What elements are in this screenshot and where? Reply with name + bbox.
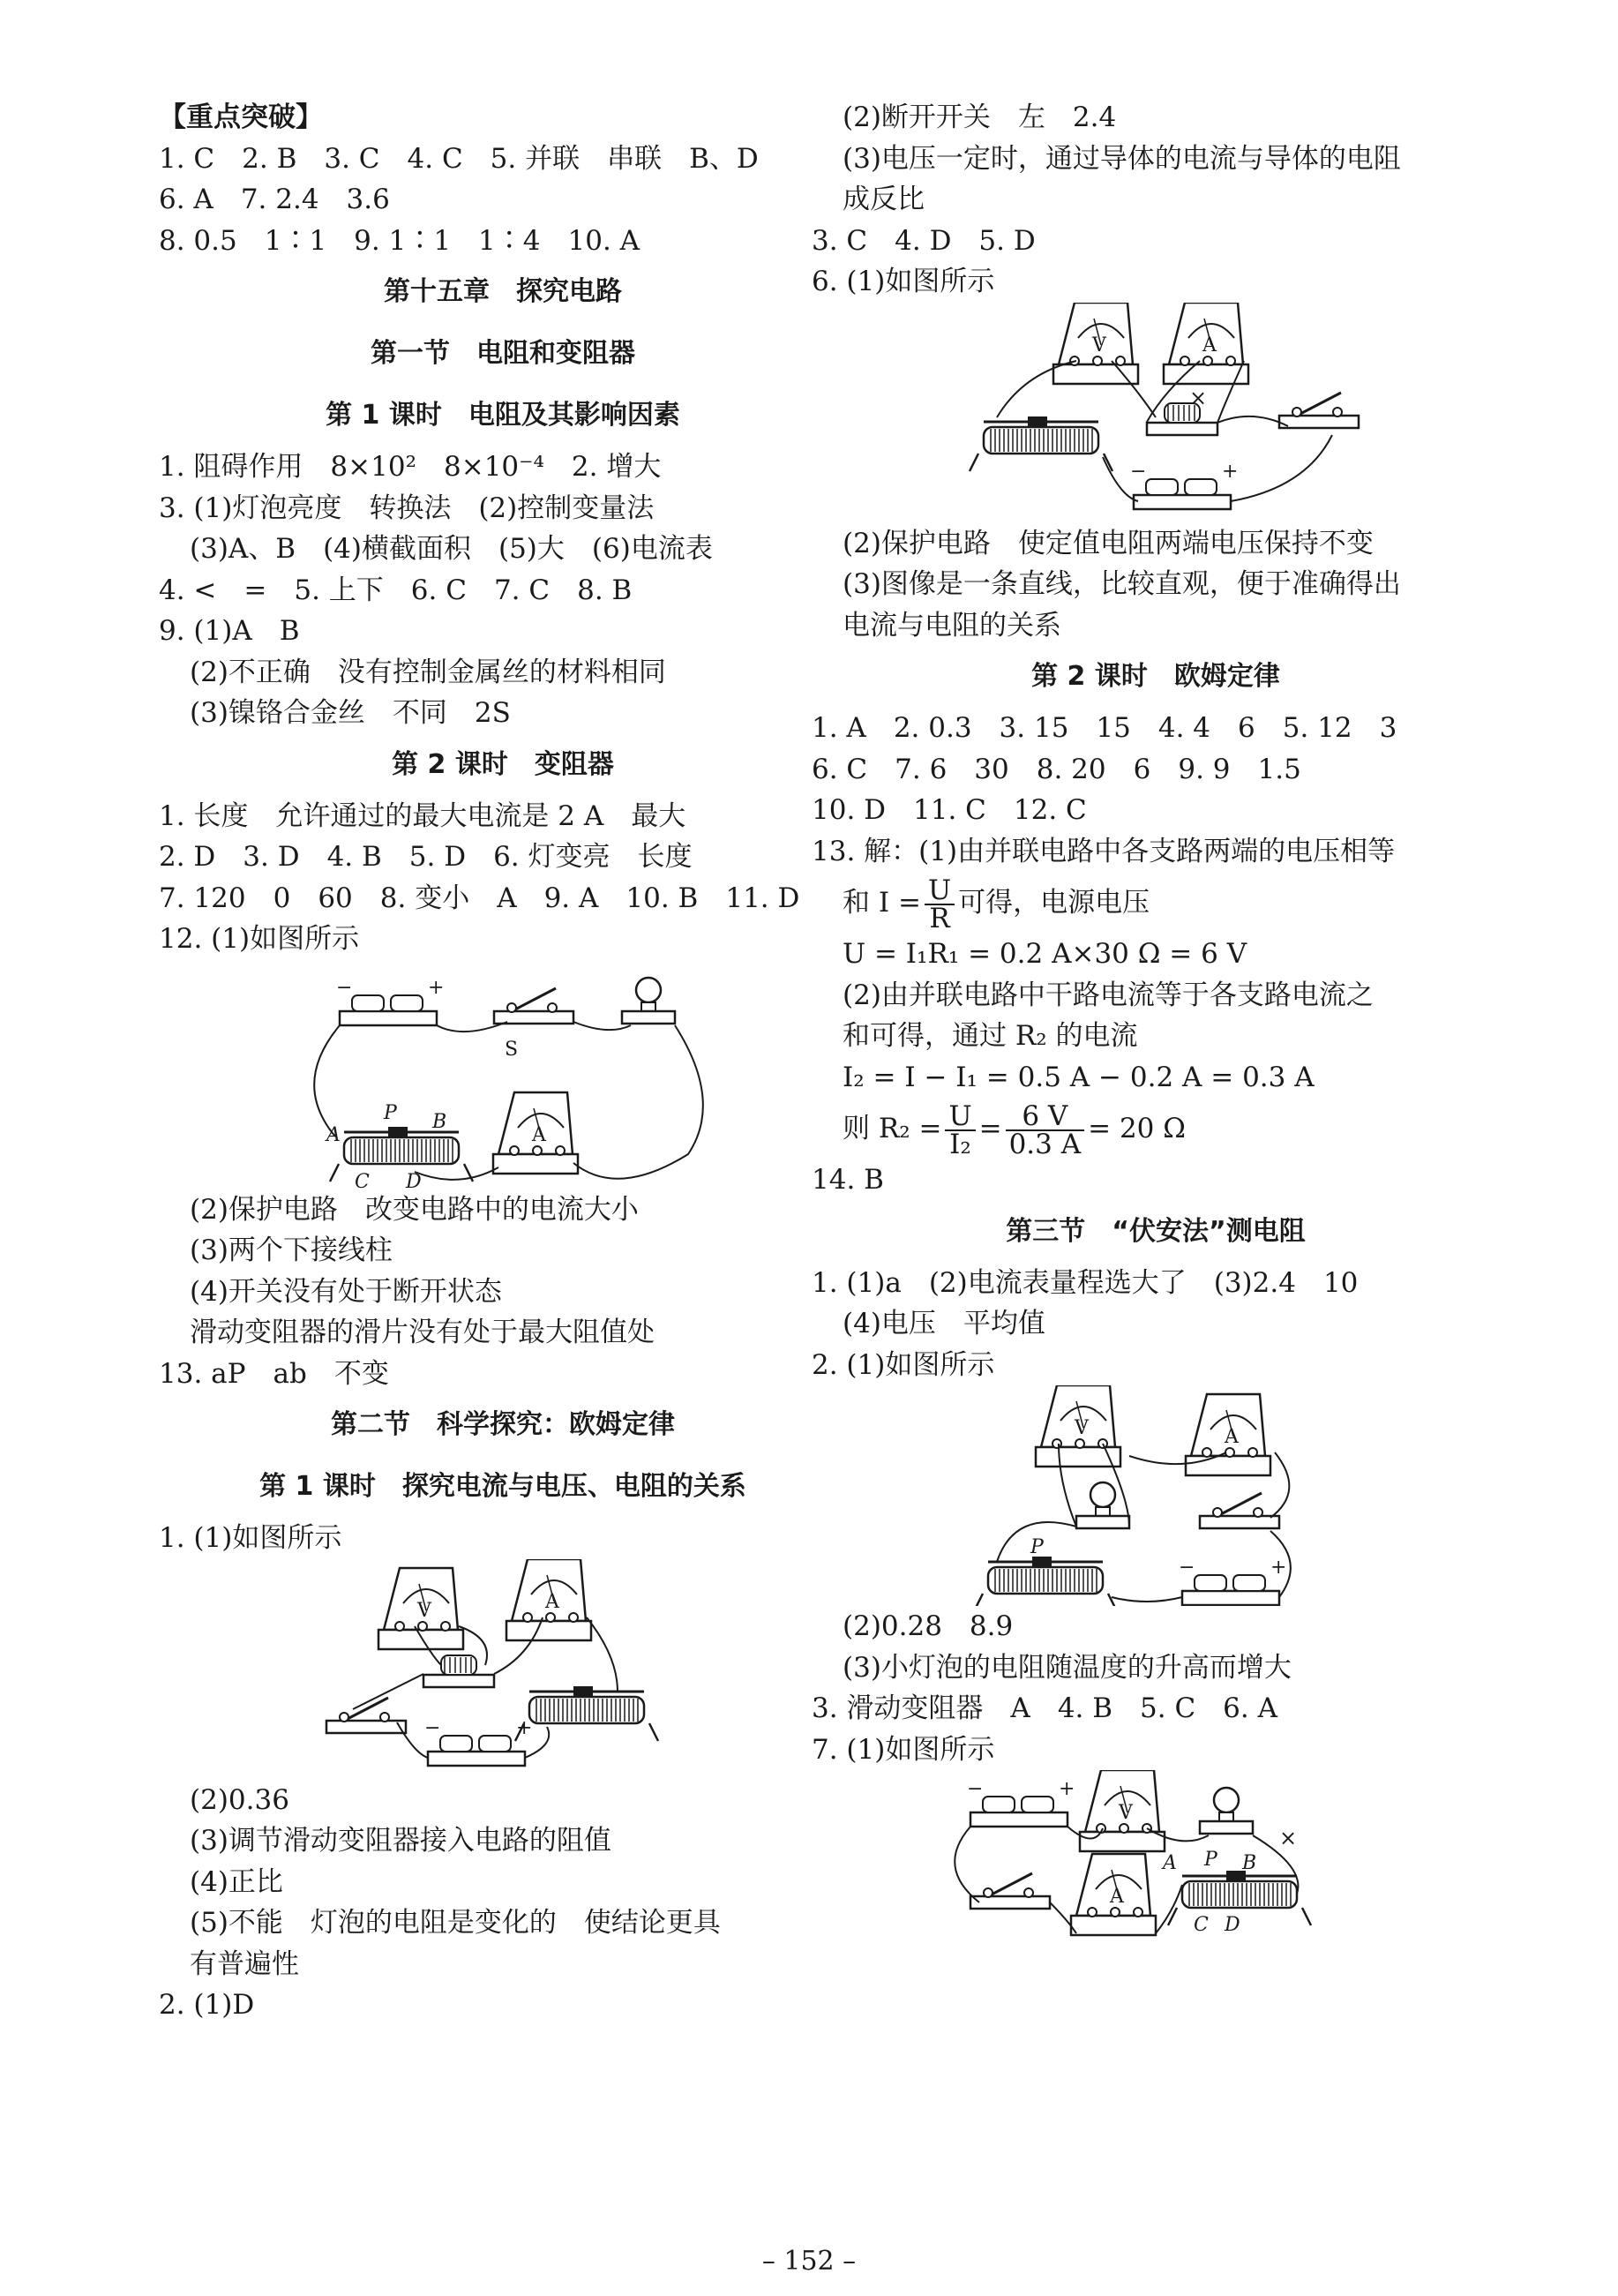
answer-line: 9. (1)A B [159,615,300,647]
answer-line: 1. C 2. B 3. C 4. C 5. 并联 串联 B、D [159,142,759,175]
battery-minus-sign: − [424,1716,441,1739]
battery-minus-sign: − [336,976,353,999]
answer-line: (2)保护电路 使定值电阻两端电压保持不变 [843,527,1374,559]
numerator: U [945,1103,975,1131]
meter-letter: A [532,1123,546,1146]
answer-line: (3)图像是一条直线，比较直观，便于准确得出 [843,568,1401,600]
switch [1279,393,1359,428]
answer-line: 1. (1)如图所示 [159,1522,342,1554]
answer-line: 成反比 [843,184,925,215]
answer-line: 12. (1)如图所示 [159,923,360,955]
answer-line: (2)不正确 没有控制金属丝的材料相同 [190,656,666,688]
circuit-diagram [159,1559,847,1780]
wire [1231,435,1332,501]
answer-line: (2)断开开关 左 2.4 [843,101,1117,133]
meter-letter: V [1119,1802,1133,1824]
answer-line: (2)0.28 8.9 [843,1610,1014,1642]
battery [336,977,444,1025]
page-number: – 152 – [761,2246,857,2277]
circuit-figure [812,303,1500,523]
answer-line: 3. C 4. D 5. D [812,224,1036,257]
wire [353,1674,423,1709]
rheostat-label-c: C [1194,1914,1209,1936]
light-bulb [622,978,675,1024]
formula-line [812,1098,1500,1159]
numerator: 6 V [1006,1103,1085,1131]
answer-line: 滑动变阻器的滑片没有处于最大阻值处 [190,1317,655,1348]
formula-text: = 20 Ω [1088,1113,1186,1144]
denominator: I₂ [949,1128,971,1160]
wire [573,1025,703,1179]
section-title: 第一节 电阻和变阻器 [371,338,635,369]
battery-plus-sign: + [1222,460,1239,483]
answer-line: (3)两个下接线柱 [190,1234,393,1266]
circuit-figure [812,1770,1500,1938]
answer-line: 1. 阻碍作用 8×10² 8×10⁻⁴ 2. 增大 [159,451,662,483]
rheostat-label-b: B [1242,1852,1257,1874]
lesson-title: 第 2 课时 欧姆定律 [1031,661,1280,692]
rheostat [515,1686,658,1741]
circuit-figure [159,1559,847,1780]
numerator: U [925,877,955,905]
answer-line: U = I₁R₁ = 0.2 A×30 Ω = 6 V [843,938,1247,970]
fraction [945,1099,975,1160]
rheostat-label-p: P [1204,1849,1217,1871]
answer-line: (4)开关没有处于断开状态 [190,1275,502,1308]
rheostat [330,1127,473,1182]
circuit-diagram [159,960,847,1189]
answer-line: (2)保护电路 改变电路中的电流大小 [190,1193,639,1226]
ammeter [1071,1854,1156,1935]
rheostat [974,1557,1117,1606]
wire [415,1167,498,1180]
left-column [159,97,847,2026]
answer-line: I₂ = I − I₁ = 0.5 A − 0.2 A = 0.3 A [843,1061,1315,1093]
battery [967,1778,1075,1827]
answer-line: 10. D 11. C 12. C [812,794,1087,826]
rheostat-label-b: B [432,1110,447,1133]
circuit-diagram [812,1385,1500,1606]
section-title: 第三节 “伏安法”测电阻 [1006,1215,1306,1247]
wire [1217,416,1288,425]
answer-line: (3)A、B (4)横截面积 (5)大 (6)电流表 [190,533,713,565]
rheostat-label-a: A [326,1123,341,1146]
ammeter [493,1092,578,1174]
rheostat [970,416,1112,471]
answer-line: 1. (1)a (2)电流表量程选大了 (3)2.4 10 [812,1266,1359,1299]
meter-letter: V [1092,334,1106,356]
battery-plus-sign: + [428,976,445,999]
answer-line: (3)调节滑动变阻器接入电路的阻值 [190,1825,611,1857]
switch [970,1873,1050,1909]
wire [955,1827,979,1902]
formula-text: 可得，电源电压 [958,887,1150,919]
lesson-title: 第 1 课时 探究电流与电压、电阻的关系 [259,1471,746,1502]
answer-line: 7. (1)如图所示 [812,1733,995,1766]
wire [1112,1597,1182,1602]
formula-text: 则 R₂ = [843,1113,942,1144]
lesson-title: 第 2 课时 变阻器 [392,748,614,780]
cross-mark: × [1189,385,1208,410]
answer-line: 8. 0.5 1∶1 9. 1∶1 1∶4 10. A [159,224,640,257]
wire [1270,1452,1289,1518]
answer-line: 3. 滑动变阻器 A 4. B 5. C 6. A [812,1692,1277,1724]
rheostat-label-a: A [1163,1852,1177,1874]
switch [494,988,573,1024]
battery [1130,461,1238,509]
battery-minus-sign: − [1130,460,1147,483]
wire [1156,1885,1182,1933]
rheostat-label-p: P [1030,1536,1044,1558]
rheostat-label-c: C [355,1170,370,1189]
answer-line: 电流与电阻的关系 [843,609,1061,642]
formula-line [812,872,1500,934]
battery-plus-sign: + [1270,1557,1287,1579]
rheostat-label-p: P [384,1101,397,1124]
battery-plus-sign: + [516,1716,533,1739]
answer-line: 有普遍性 [190,1947,299,1980]
answer-line: 2. D 3. D 4. B 5. D 6. 灯变亮 长度 [159,841,693,873]
section-title: 第二节 科学探究：欧姆定律 [331,1409,675,1440]
formula-text: = [978,1113,1002,1144]
meter-letter: V [1075,1417,1089,1439]
battery-minus-sign: − [967,1778,984,1800]
answer-line: 7. 120 0 60 8. 变小 A 9. A 10. B 11. D [159,882,800,914]
cross-mark: × [1279,1826,1298,1850]
answer-line: (3)镍铬合金丝 不同 2S [190,697,511,729]
answer-line: (3)电压一定时，通过导体的电流与导体的电阻 [843,142,1401,175]
answer-line: 1. A 2. 0.3 3. 15 15 4. 4 6 5. 12 3 [812,712,1397,744]
wire [314,1025,340,1137]
meter-letter: V [417,1599,431,1622]
rheostat-label-d: D [406,1170,422,1189]
rheostat-label-d: D [1225,1914,1240,1936]
answer-line: (2)由并联电路中干路电流等于各支路电流之 [843,979,1374,1011]
answer-line: 和可得，通过 R₂ 的电流 [843,1020,1138,1052]
answer-line: 13. aP ab 不变 [159,1357,389,1390]
fraction [1006,1099,1085,1160]
circuit-figure [159,960,847,1189]
answer-line: 1. 长度 允许通过的最大电流是 2 A 最大 [159,799,686,832]
chapter-title: 第十五章 探究电路 [384,276,622,307]
meter-letter: A [1225,1426,1239,1448]
denominator: 0.3 A [1008,1128,1082,1160]
right-column [812,97,1500,1938]
answer-line: 14. B [812,1164,884,1196]
answer-line: 6. C 7. 6 30 8. 20 6 9. 9 1.5 [812,753,1301,785]
battery-minus-sign: − [1179,1557,1195,1579]
meter-letter: A [1202,334,1217,356]
ammeter [506,1559,591,1640]
answer-line: 4. < = 5. 上下 6. C 7. C 8. B [159,574,633,606]
light-bulb [1200,1788,1253,1834]
answer-line: (2)0.36 [190,1783,289,1816]
answer-line: 6. (1)如图所示 [812,266,995,297]
section-title-key-points: 【重点突破】 [159,101,323,133]
circuit-diagram [812,1770,1500,1938]
answer-line: (3)小灯泡的电阻随温度的升高而增大 [843,1651,1292,1684]
battery [1179,1557,1286,1605]
answer-line: (5)不能 灯泡的电阻是变化的 使结论更具 [190,1907,721,1939]
meter-letter: A [545,1590,559,1613]
battery-plus-sign: + [1059,1778,1075,1800]
formula-text: 和 I = [843,887,921,919]
circuit-figure [812,1385,1500,1606]
denominator: R [929,902,950,934]
ammeter [1186,1394,1270,1475]
answer-line: (4)电压 平均值 [843,1308,1045,1339]
answer-line: 13. 解：(1)由并联电路中各支路两端的电压相等 [812,835,1396,867]
answer-line: (4)正比 [190,1865,283,1898]
fixed-resistor [423,1655,494,1687]
circuit-diagram [812,303,1500,523]
fraction [925,874,955,934]
answer-line: 2. (1)如图所示 [812,1348,995,1381]
answer-line: 6. A 7. 2.4 3.6 [159,184,390,215]
voltmeter [1053,303,1138,384]
answer-line: 2. (1)D [159,1989,255,2021]
meter-letter: A [1110,1886,1124,1908]
lesson-title: 第 1 课时 电阻及其影响因素 [326,400,680,431]
ammeter [1164,303,1248,384]
switch [1200,1493,1279,1528]
switch-label: S [505,1038,519,1061]
answer-line: 3. (1)灯泡亮度 转换法 (2)控制变量法 [159,491,655,524]
